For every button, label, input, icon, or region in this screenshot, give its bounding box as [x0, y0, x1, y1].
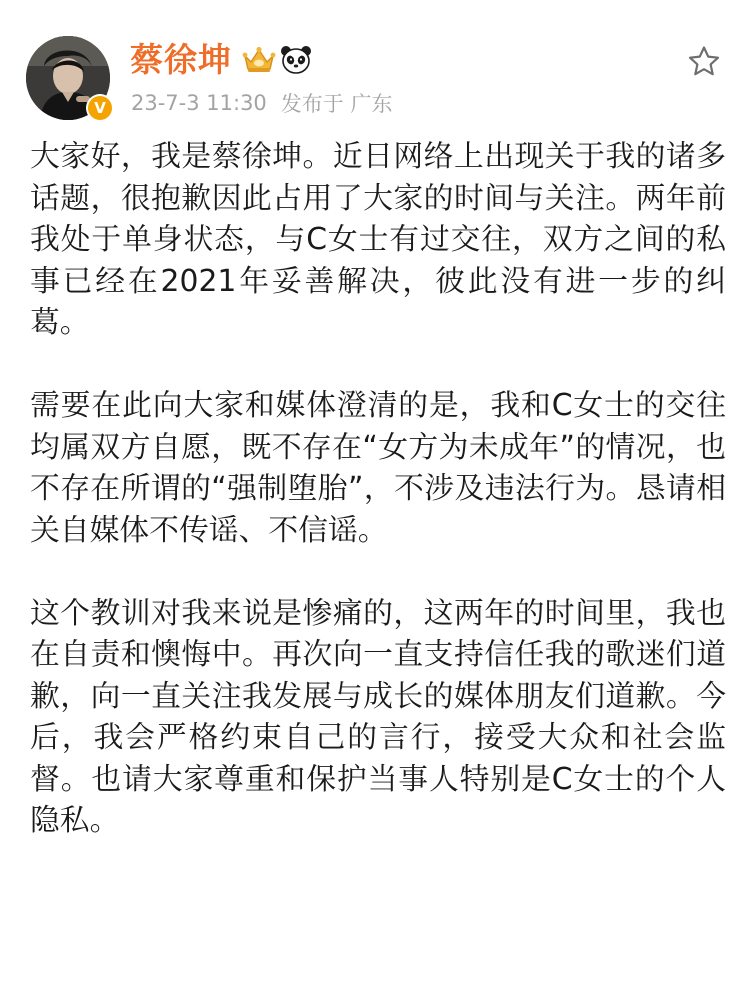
post-meta [131, 88, 392, 118]
post-header [0, 0, 750, 130]
author-avatar-wrap[interactable] [26, 36, 110, 120]
post-paragraph: 大家好，我是蔡徐坤。近日网络上出现关于我的诸多话题，很抱歉因此占用了大家的时间与关注。两年前我处于单身状态，与C女士有过交往，双方之间的私事已经在2021年妥善解决，彼此没有进一步的纠葛。 [30, 139, 726, 340]
post-location: 发布于 广东 [280, 92, 393, 116]
verified-icon: V [88, 96, 112, 120]
panda-icon[interactable] [280, 45, 312, 75]
crown-icon[interactable] [242, 46, 276, 74]
post-paragraph: 这个教训对我来说是惨痛的，这两年的时间里，我也在自责和懊悔中。再次向一直支持信任我的歌迷们道歉，向一直关注我发展与成长的媒体朋友们道歉。今后，我会严格约束自己的言行，接受大众和社会监督。也请大家尊重和保护当事人特别是C女士的个人隐私。 [30, 595, 726, 838]
author-row [130, 38, 312, 82]
post-paragraph: 需要在此向大家和媒体澄清的是，我和C女士的交往均属双方自愿，既不存在“女方为未成年”的情况，也不存在所谓的“强制堕胎”，不涉及违法行为。恳请相关自媒体不传谣、不信谣。 [30, 388, 726, 548]
verified-badge [86, 94, 114, 122]
post-timestamp: 23-7-3 11:30 [131, 91, 267, 115]
author-name[interactable]: 蔡徐坤 [130, 40, 232, 79]
star-outline-icon[interactable] [686, 44, 722, 80]
post-body [30, 136, 726, 842]
